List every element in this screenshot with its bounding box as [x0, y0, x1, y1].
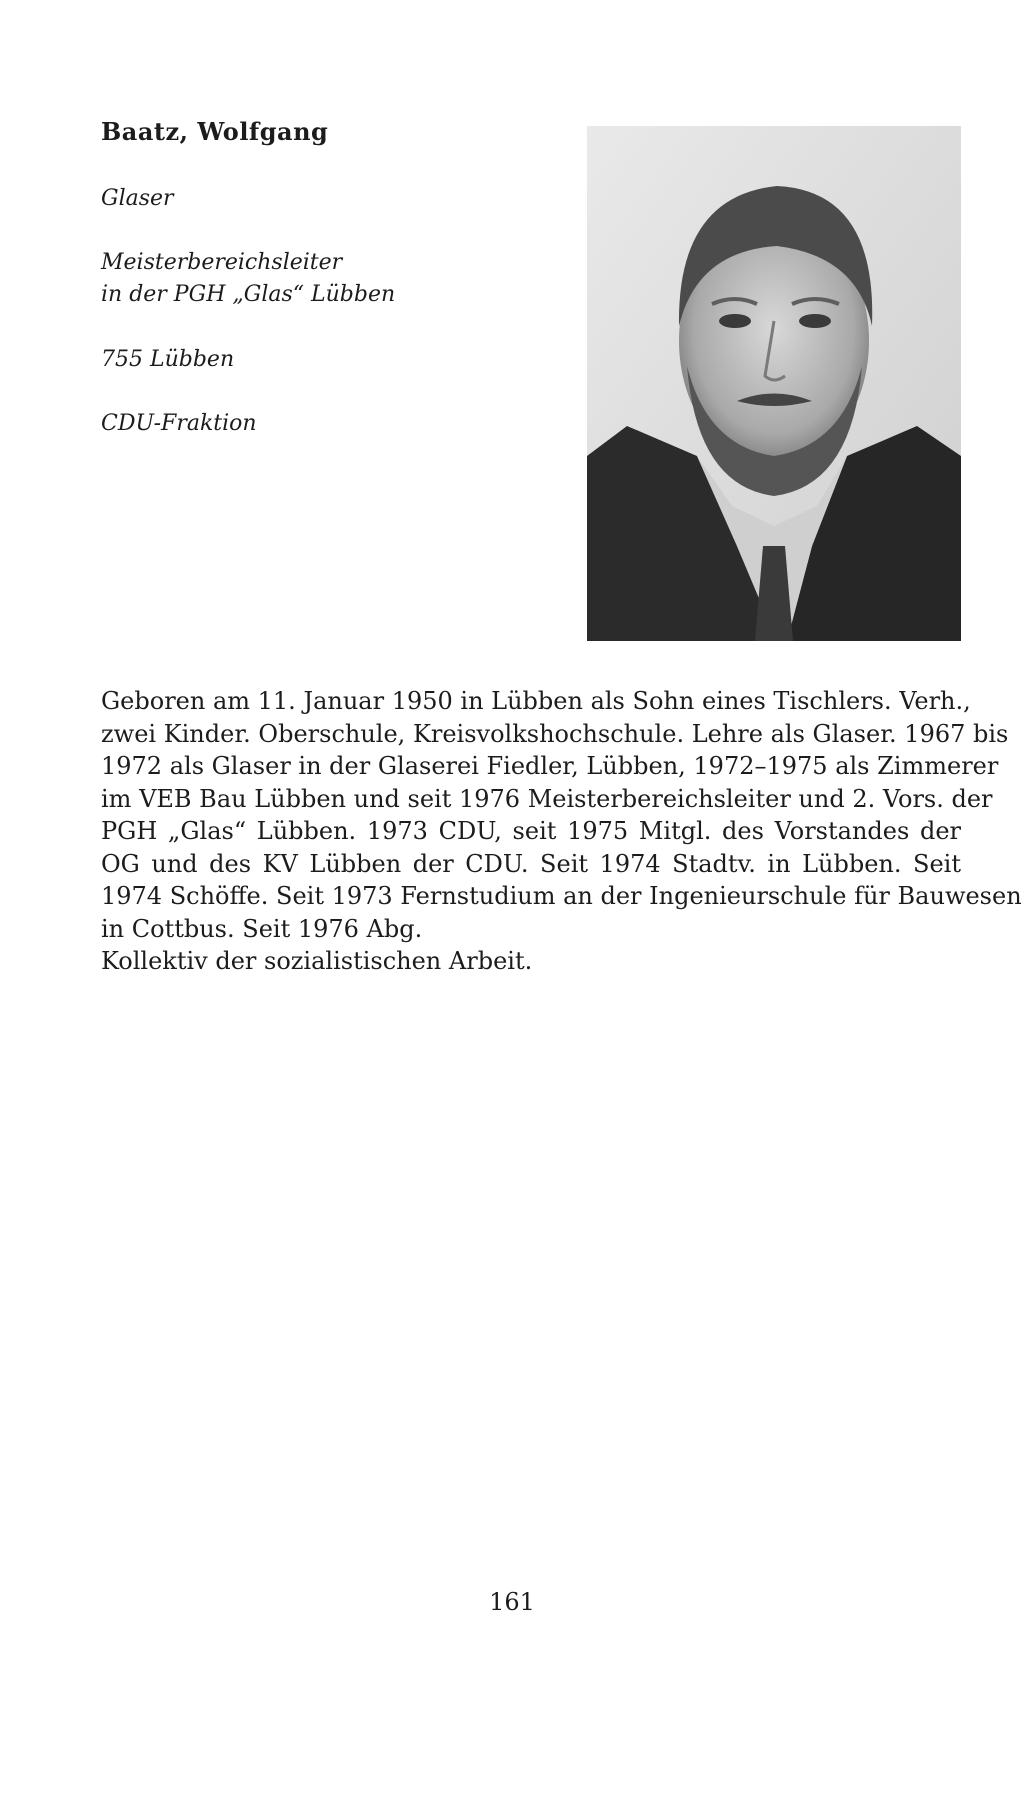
portrait-illustration: [587, 126, 961, 641]
position: [101, 247, 395, 311]
bio-line: in Cottbus. Seit 1976 Abg.: [101, 914, 423, 943]
award: Kollektiv der sozialistischen Arbeit.: [101, 947, 533, 975]
bio-line: zwei Kinder. Oberschule, Kreisvolkshochschule. Lehre als Glaser. 1967 bis: [101, 719, 1009, 748]
person-name: Baatz, Wolfgang: [101, 117, 329, 146]
position-line: Meisterbereichsleiter: [101, 250, 343, 275]
bio-line: 1974 Schöffe. Seit 1973 Fernstudium an der Ingenieurschule für Bauwesen: [101, 882, 1022, 910]
portrait-photo: [587, 126, 961, 641]
page-number: 161: [489, 1588, 535, 1616]
occupation: Glaser: [101, 186, 174, 211]
bio-line: OG und des KV Lübben der CDU. Seit 1974 Stadtv. in Lübben. Seit: [101, 849, 961, 878]
biography: [101, 685, 1022, 945]
location: 755 Lübben: [101, 347, 235, 372]
bio-line: 1972 als Glaser in der Glaserei Fiedler, Lübben, 1972–1975 als Zimmerer: [101, 752, 999, 780]
bio-line: PGH „Glas“ Lübben. 1973 CDU, seit 1975 Mitgl. des Vorstandes der: [101, 817, 961, 845]
position-line: in der PGH „Glas“ Lübben: [101, 282, 396, 307]
bio-line: Geboren am 11. Januar 1950 in Lübben als Sohn eines Tischlers. Verh.,: [101, 687, 971, 715]
faction: CDU-Fraktion: [101, 411, 257, 436]
bio-line: im VEB Bau Lübben und seit 1976 Meisterbereichsleiter und 2. Vors. der: [101, 784, 993, 813]
